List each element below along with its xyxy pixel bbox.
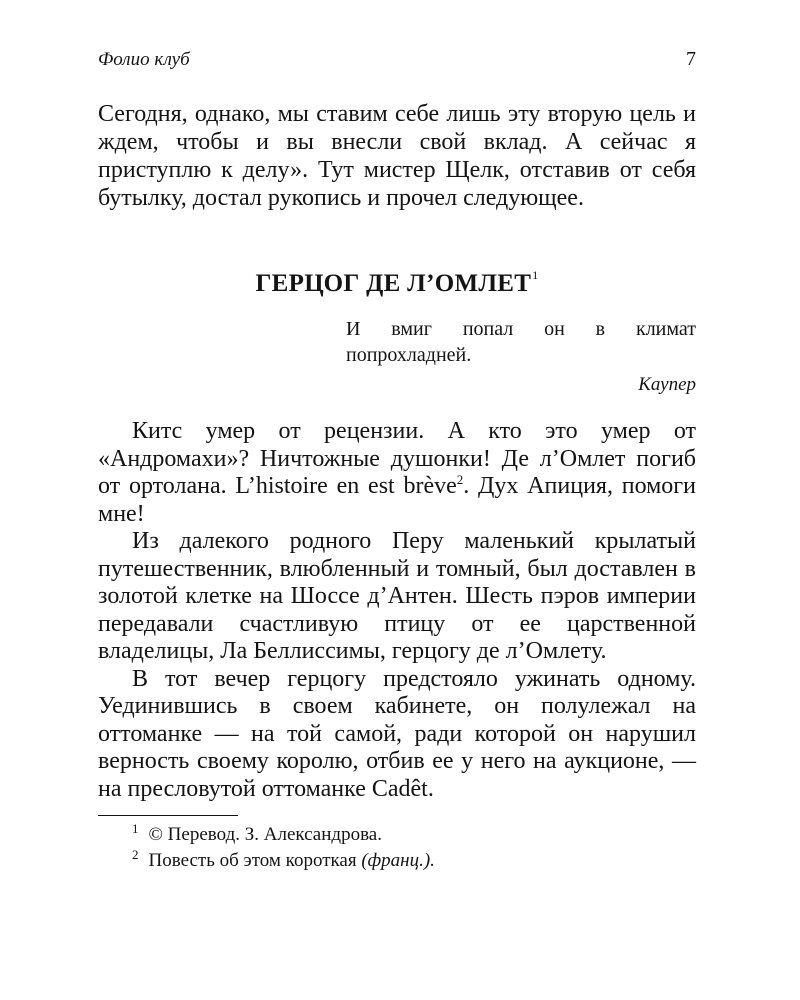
footnotes <box>98 822 696 874</box>
page-number: 7 <box>686 48 696 70</box>
footnote-2 <box>98 848 696 874</box>
chapter-title-text: ГЕРЦОГ ДЕ Л’ОМЛЕТ <box>255 270 532 297</box>
running-head-title: Фолио клуб <box>98 49 190 70</box>
paragraph-1 <box>98 418 696 528</box>
footnote-mark: 1 <box>132 821 139 836</box>
footnote-ref-2: 2 <box>456 472 464 487</box>
epigraph-author: Каупер <box>638 374 696 395</box>
intro-paragraph: Сегодня, однако, мы ставим себе лишь эту вторую цель и ждем, чтобы и вы внесли свой вклад. А сейчас я приступлю к делу». Тут мистер Щелк, отставив от себя бутылку, достал рукопись и прочел следующее. <box>98 101 696 211</box>
footnote-mark: 2 <box>132 847 139 862</box>
book-page <box>98 48 696 874</box>
footnote-body: © Перевод. З. Александрова. <box>148 824 382 845</box>
footnote-ref-1: 1 <box>532 268 539 282</box>
footnote-language-note: (франц.). <box>361 850 435 871</box>
footnote-text <box>149 822 382 847</box>
paragraph-1-text: Китс умер от рецензии. А кто это умер от «Андромахи»? Ничтожные душонки! Де л’Омлет погиб от ортолана. L’histoire en est brève <box>98 418 696 499</box>
footnote-divider <box>98 815 238 816</box>
paragraph-3: В тот вечер герцогу предстояло ужинать одному. Уединившись в своем кабинете, он полулежал на оттоманке — на той самой, ради которой он нарушил верность своему королю, отбив ее у него на аукционе, — на пресловутой оттоманке Cadêt. <box>98 665 696 802</box>
chapter-title <box>98 268 696 302</box>
footnote-1 <box>98 822 696 848</box>
paragraph-1-tail: . Дух Апиция, помоги мне! <box>98 473 696 527</box>
footnote-text <box>149 848 435 873</box>
running-head <box>98 48 696 78</box>
paragraph-2: Из далекого родного Перу маленький крылатый путешественник, влюбленный и томный, был доставлен в золотой клетке на Шоссе д’Антен. Шесть пэров империи передавали счастливую птицу от ее царственной владелицы, Ла Беллиссимы, герцогу де л’Омлету. <box>98 528 696 664</box>
footnote-body: Повесть об этом короткая <box>148 850 362 871</box>
epigraph-text: И вмиг попал он в климат попрохладней. <box>346 318 696 366</box>
